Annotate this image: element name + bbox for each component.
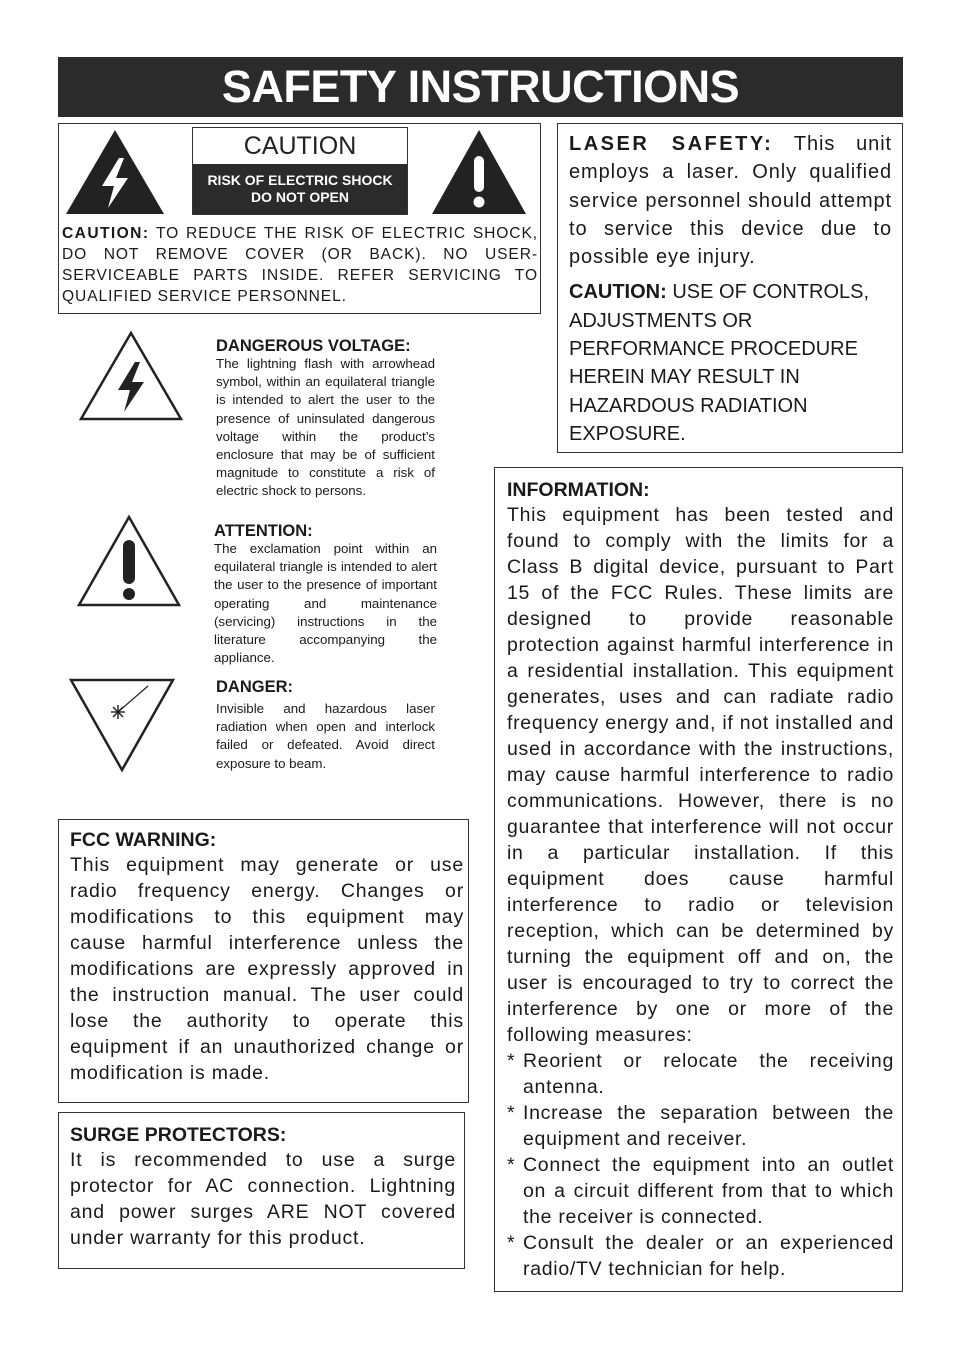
attention-text: The exclamation point within an equilateral triangle is intended to alert the user to the presence of important operating and maintenance (servicing) instructions in the literature accompanying the appliance.	[214, 541, 437, 666]
electric-shock-warning-icon	[64, 128, 166, 216]
laser-safety-lead: LASER SAFETY:	[569, 133, 774, 155]
measure-text: Connect the equipment into an outlet on a circuit different from that to which the receiver is connected.	[523, 1154, 894, 1228]
laser-safety-body: This unit employs a laser. Only qualified service personnel should attempt to service this device due to possible eye injury.	[569, 133, 892, 269]
caution-label-line-2: DO NOT OPEN	[250, 189, 349, 205]
laser-caution-text	[569, 278, 892, 448]
dangerous-voltage-title: DANGEROUS VOLTAGE:	[216, 337, 411, 355]
laser-radiation-icon	[68, 676, 176, 774]
surge-protectors-box	[58, 1112, 465, 1269]
list-item	[507, 1048, 894, 1100]
danger-title: DANGER:	[216, 678, 293, 696]
laser-caution-body: USE OF CONTROLS, ADJUSTMENTS OR PERFORMANCE PROCEDURE HEREIN MAY RESULT IN HAZARDOUS RADIATION EXPOSURE.	[569, 281, 870, 445]
list-item	[507, 1152, 894, 1230]
caution-label-heading: CAUTION	[243, 132, 357, 160]
laser-safety-text	[569, 130, 892, 271]
attention-section	[214, 522, 437, 667]
list-bullet: *	[507, 1102, 516, 1124]
attention-title: ATTENTION:	[214, 522, 313, 540]
fcc-warning-text: This equipment may generate or use radio frequency energy. Changes or modifications to this equipment may cause harmful interference unless the modifications are expressly approved in the instruction manual. The user could lose the authority to operate this equipment if an unauthorized change or modification is made.	[70, 854, 464, 1084]
measure-text: Consult the dealer or an experienced radio/TV technician for help.	[523, 1232, 894, 1280]
information-title: INFORMATION:	[507, 479, 650, 501]
lightning-triangle-icon	[78, 330, 184, 422]
list-item	[507, 1100, 894, 1152]
list-bullet: *	[507, 1232, 516, 1254]
caution-label-warning	[193, 164, 407, 214]
information-text: This equipment has been tested and found to comply with the limits for a Class B digital device, pursuant to Part 15 of the FCC Rules. These limits are designed to provide reasonable protection against harmful interference in a residential installation. This equipment generates, uses and can radiate radio frequency energy and, if not installed and used in accordance with the instructions, may cause harmful interference to radio communications. However, there is no guarantee that interference will not occur in a particular installation. If this equipment does cause harmful interference to radio or television reception, which can be determined by turning the equipment off and on, the user is encouraged to try to correct the interference by one or more of the following measures:	[507, 504, 894, 1046]
information-box	[494, 467, 903, 1292]
danger-section	[216, 678, 435, 773]
exclamation-triangle-icon	[76, 514, 182, 608]
fcc-warning-box	[58, 819, 469, 1103]
caution-notice-lead: CAUTION:	[62, 225, 150, 242]
danger-text: Invisible and hazardous laser radiation when open and interlock failed or defeated. Avoid direct exposure to beam.	[216, 701, 435, 771]
caution-label-line-1: RISK OF ELECTRIC SHOCK	[207, 172, 393, 188]
interference-measures-list	[507, 1048, 894, 1282]
caution-label	[192, 127, 408, 215]
laser-safety-box	[557, 123, 903, 453]
laser-caution-lead: CAUTION:	[569, 281, 667, 304]
dangerous-voltage-section	[216, 337, 435, 501]
dangerous-voltage-text: The lightning flash with arrowhead symbol, within an equilateral triangle is intended to alert the user to the presence of uninsulated dangerous voltage within the product’s enclosure that may be of sufficient magnitude to constitute a risk of electric shock to persons.	[216, 356, 435, 499]
surge-protectors-title: SURGE PROTECTORS:	[70, 1124, 287, 1146]
list-item	[507, 1230, 894, 1282]
caution-notice-text: TO REDUCE THE RISK OF ELECTRIC SHOCK, DO NOT REMOVE COVER (OR BACK). NO USER-SERVICEABLE PARTS INSIDE. REFER SERVICING TO QUALIFIED SERVICE PERSONNEL.	[62, 225, 539, 305]
exclamation-warning-icon	[430, 128, 528, 216]
list-bullet: *	[507, 1050, 516, 1072]
fcc-warning-title: FCC WARNING:	[70, 829, 217, 851]
caution-notice	[62, 223, 538, 307]
measure-text: Increase the separation between the equipment and receiver.	[523, 1102, 894, 1150]
surge-protectors-text: It is recommended to use a surge protector for AC connection. Lightning and power surges ARE NOT covered under warranty for this product.	[70, 1149, 456, 1249]
measure-text: Reorient or relocate the receiving antenna.	[523, 1050, 894, 1098]
page-title: SAFETY INSTRUCTIONS	[58, 57, 903, 117]
list-bullet: *	[507, 1154, 516, 1176]
